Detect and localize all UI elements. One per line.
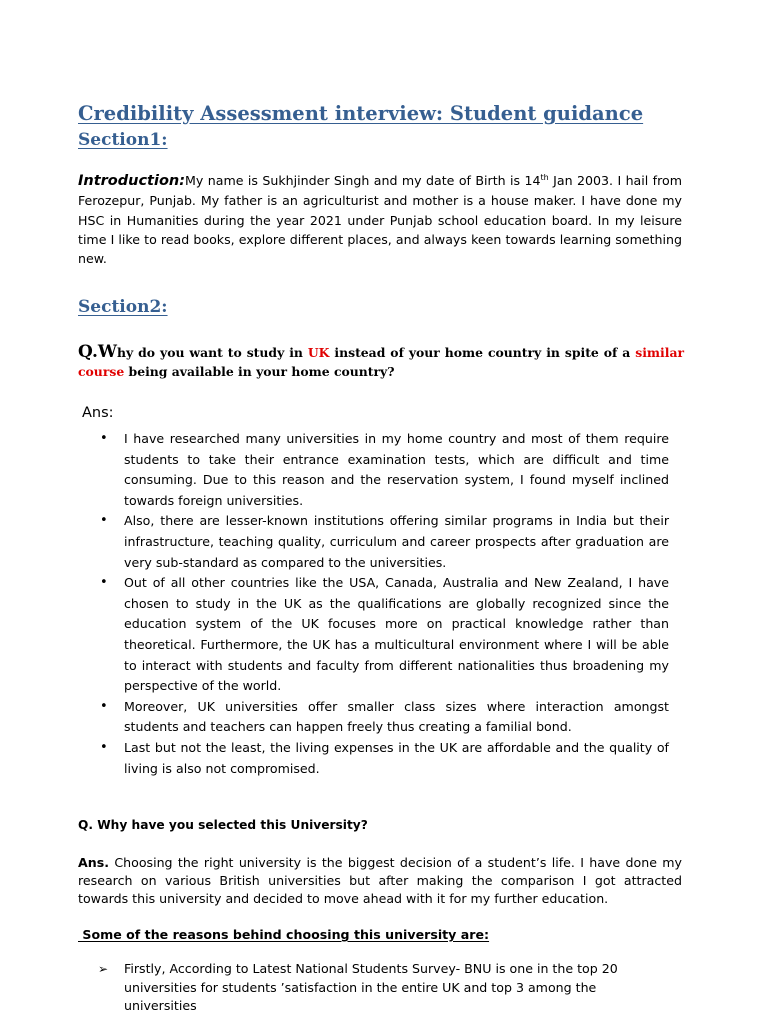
arrow-bullet-icon: ➢ <box>98 962 109 976</box>
bullet-item: • Out of all other countries like the USA, Canada, Australia and New Zealand, I have chosen to study in the UK as the qualifications are globally recognized since the education system of the UK focuses more on practical knowledge rather than theoretical. Furthermore, the UK has a multicultural environment where I will be able to interact with students and faculty from different nationalities thus broadening my perspective of the world. <box>124 573 669 697</box>
question-part-2: instead of your home country in spite of a <box>329 345 636 360</box>
question-part-1: hy do you want to study in <box>116 345 308 360</box>
reason-item <box>98 960 669 1016</box>
answer-university-paragraph <box>78 854 682 908</box>
introduction-text-2: Jan 2003. I hail from Ferozepur, Punjab. My father is an agriculturist and mother is a house maker. I have done my HSC in Humanities during the year 2021 under Punjab school education board. In my leisure time I like to read books, explore different places, and always keen towards learning something new. <box>78 173 682 267</box>
question-highlight-uk: UK <box>307 345 330 360</box>
introduction-text-1: My name is Sukhjinder Singh and my date of Birth is 14 <box>185 173 541 188</box>
reasons-list <box>98 960 669 1016</box>
bullet-item: • Last but not the least, the living expenses in the UK are affordable and the quality of living is also not compromised. <box>124 738 669 779</box>
answer-bullet-list <box>124 429 669 779</box>
reasons-heading: Some of the reasons behind choosing this university are: <box>78 927 490 942</box>
reason-text: Firstly, According to Latest National Students Survey- BNU is one in the top 20 universities for students ’satisfaction in the entire UK and top 3 among the universities <box>124 961 618 1013</box>
question-why-uk <box>78 343 684 381</box>
introduction-paragraph <box>78 171 682 268</box>
bullet-item: • I have researched many universities in my home country and most of them require students to take their entrance examination tests, which are difficult and time consuming. Due to this reason and the reservation system, I found myself inclined towards foreign universities. <box>124 429 669 511</box>
introduction-label: Introduction: <box>78 173 186 189</box>
section1-heading: Section1: <box>78 130 168 150</box>
answer2-text: Choosing the right university is the biggest decision of a student’s life. I have done my research on various British universities but after making the comparison I got attracted towards this university and decided to move ahead with it for my further education. <box>78 855 682 906</box>
date-superscript: th <box>540 172 549 182</box>
answer2-label: Ans. <box>78 855 109 870</box>
answer-label: Ans: <box>82 405 114 421</box>
question-highlight-similar-course: similar course <box>78 345 684 379</box>
question-part-3: being available in your home country? <box>124 364 395 379</box>
document-title: Credibility Assessment interview: Student guidance <box>78 102 644 125</box>
bullet-item: • Moreover, UK universities offer smaller class sizes where interaction amongst students and teachers can happen freely thus creating a familial bond. <box>124 697 669 738</box>
question-why-university: Q. Why have you selected this University? <box>78 818 368 832</box>
section2-heading: Section2: <box>78 297 168 317</box>
bullet-item: • Also, there are lesser-known institutions offering similar programs in India but their infrastructure, teaching quality, curriculum and career prospects after graduation are very sub-standard as compared to the universities. <box>124 511 669 573</box>
question-prefix: Q.W <box>78 342 117 362</box>
